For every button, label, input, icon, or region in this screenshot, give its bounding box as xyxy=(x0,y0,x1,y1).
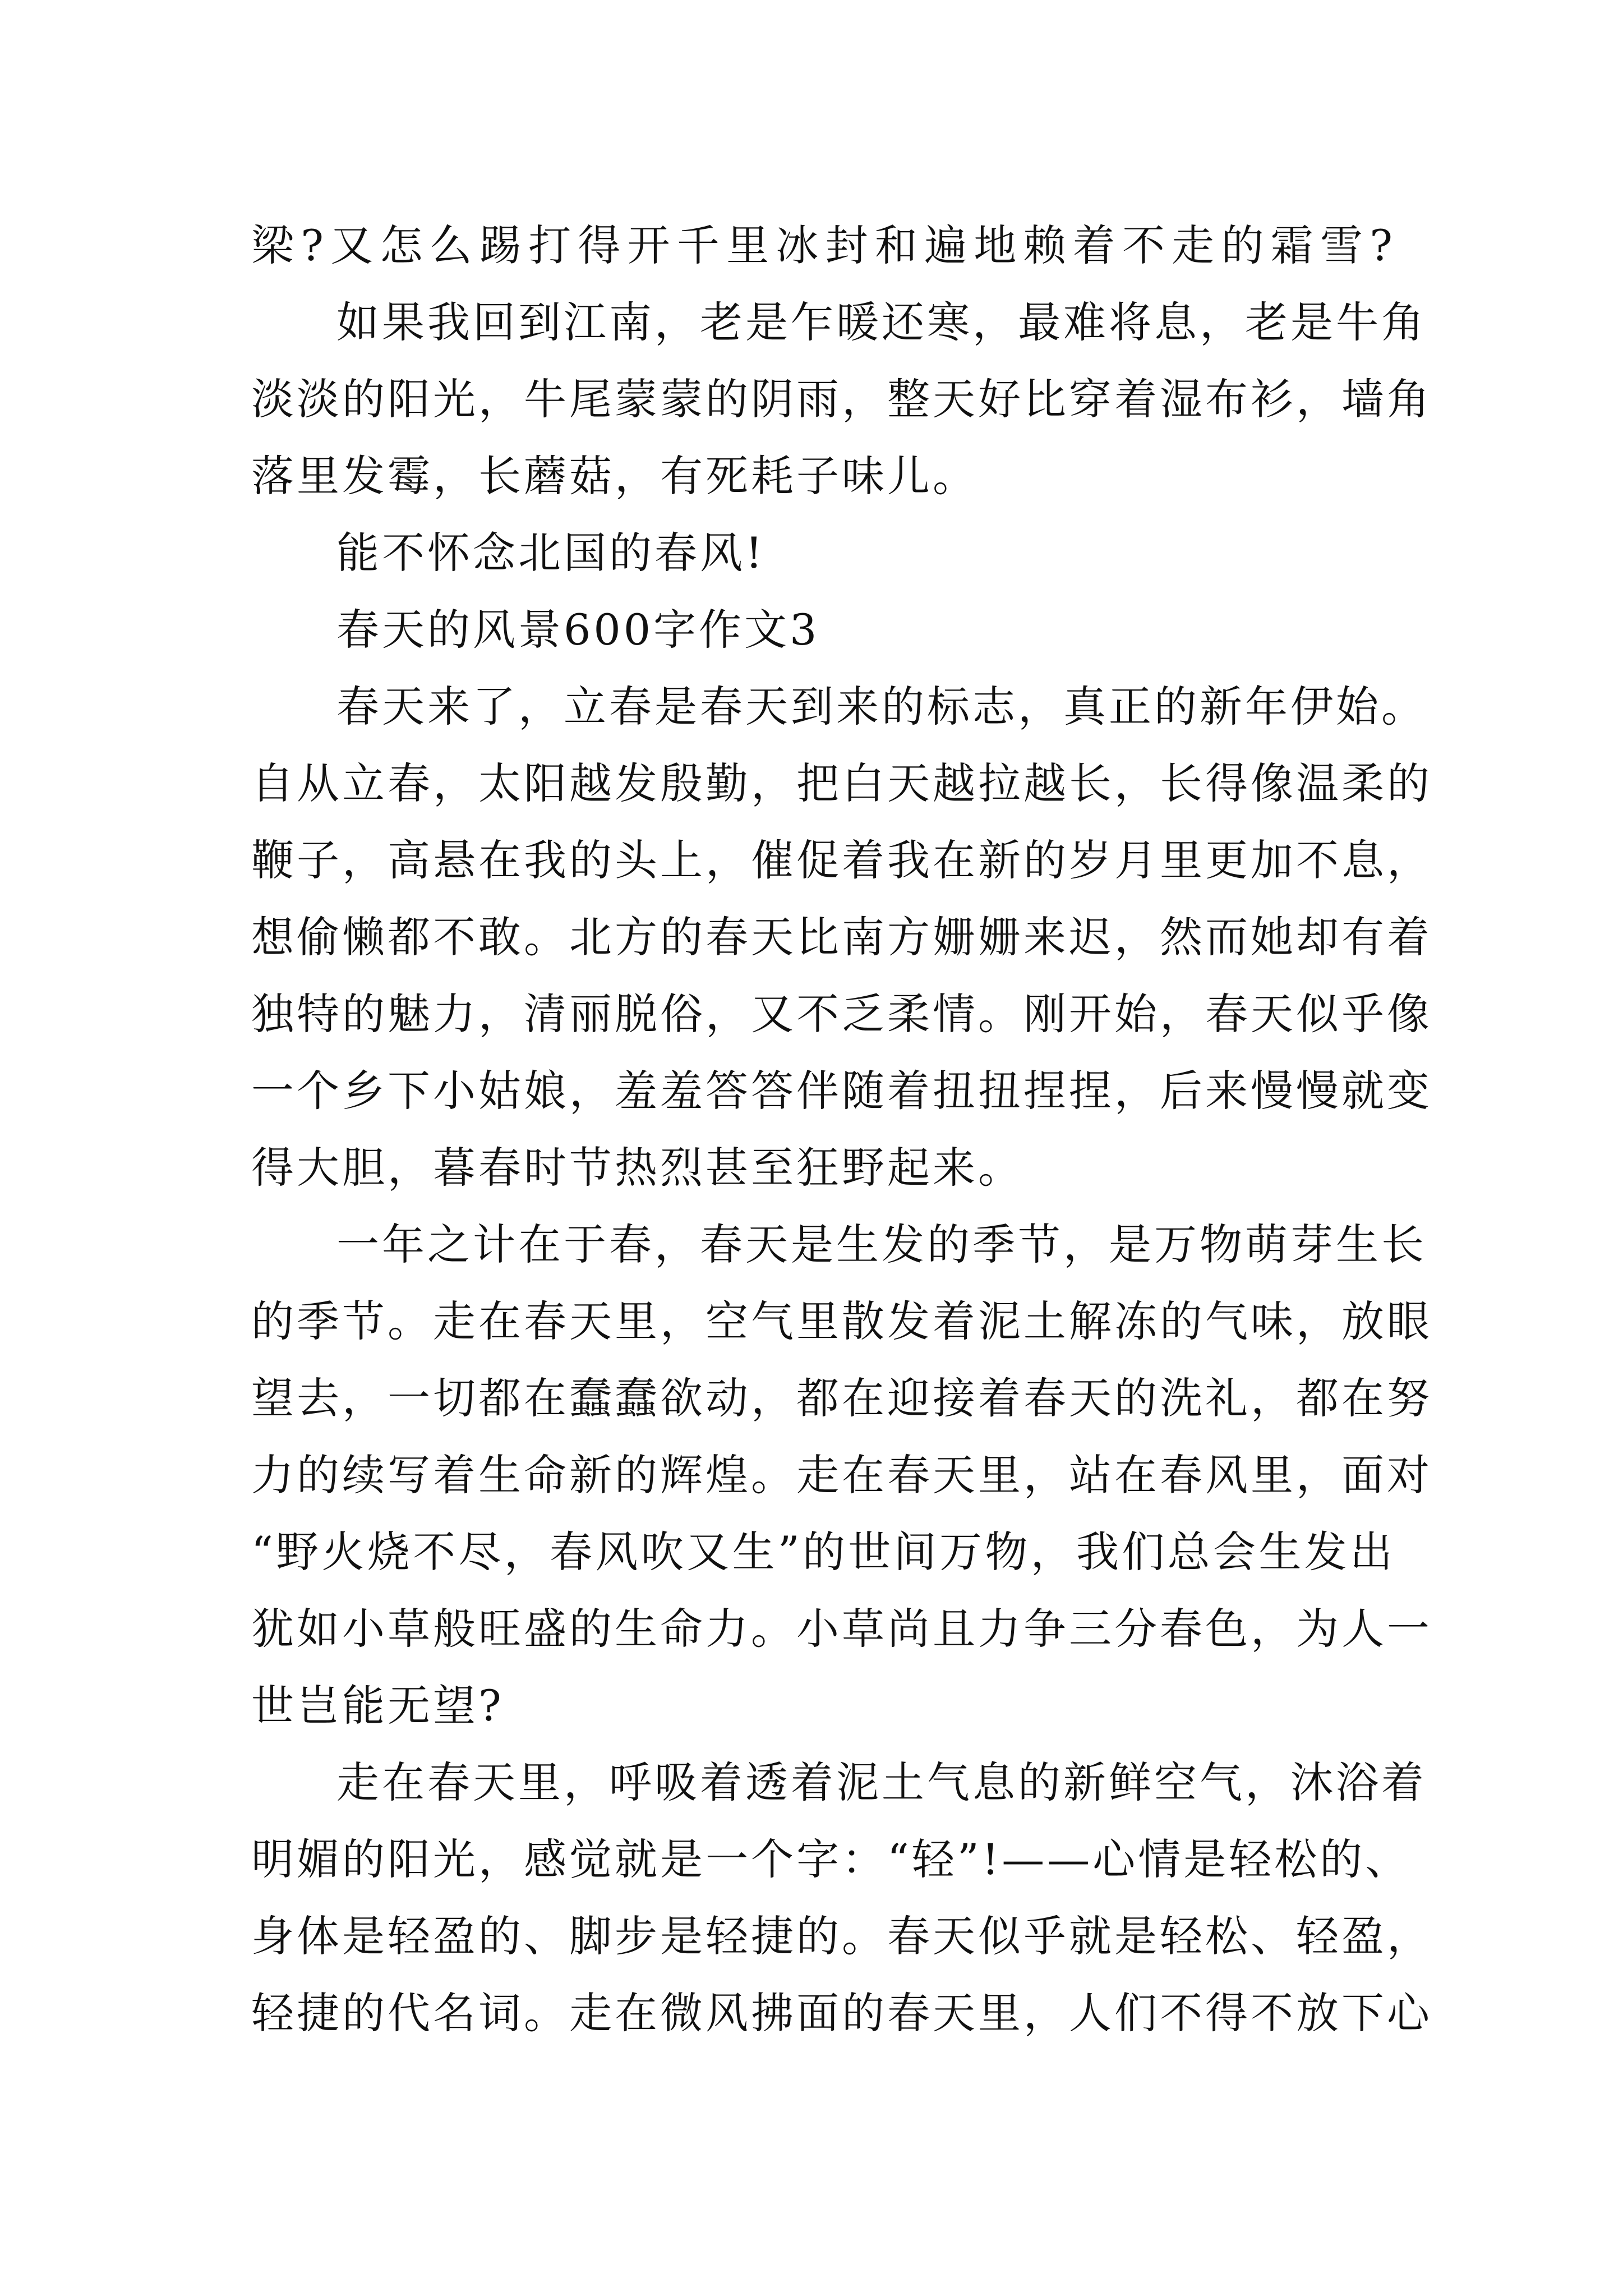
text-line: 一个乡下小姑娘，羞羞答答伴随着扭扭捏捏，后来慢慢就变 xyxy=(251,1066,1432,1116)
text-line: 轻捷的代名词。走在微风拂面的春天里，人们不得不放下心 xyxy=(251,1988,1432,2038)
text-line: 鞭子，高悬在我的头上，催促着我在新的岁月里更加不息， xyxy=(251,835,1432,885)
text-line: 梁?又怎么踢打得开千里冰封和遍地赖着不走的霜雪? xyxy=(251,220,1395,270)
text-line: 犹如小草般旺盛的生命力。小草尚且力争三分春色，为人一 xyxy=(251,1604,1432,1654)
text-line: 自从立春，太阳越发殷勤，把白天越拉越长，长得像温柔的 xyxy=(251,758,1432,808)
text-line: 力的续写着生命新的辉煌。走在春天里，站在春风里，面对 xyxy=(251,1450,1432,1500)
text-line: 淡淡的阳光，牛尾蒙蒙的阴雨，整天好比穿着湿布衫，墙角 xyxy=(251,374,1432,424)
paragraph-start-line: 春天来了，立春是春天到来的标志，真正的新年伊始。 xyxy=(336,682,1427,731)
text-line: 身体是轻盈的、脚步是轻捷的。春天似乎就是轻松、轻盈， xyxy=(251,1911,1432,1961)
text-line: 得大胆，暮春时节热烈甚至狂野起来。 xyxy=(251,1143,1023,1193)
text-line: 独特的魅力，清丽脱俗，又不乏柔情。刚开始，春天似乎像 xyxy=(251,989,1432,1039)
paragraph-start-line: 如果我回到江南，老是乍暖还寒，最难将息，老是牛角 xyxy=(336,297,1427,347)
paragraph-start-line: 走在春天里，呼吸着透着泥土气息的新鲜空气，沐浴着 xyxy=(336,1757,1427,1807)
paragraph-start-line: 能不怀念北国的春风! xyxy=(336,528,766,578)
text-line: 世岂能无望? xyxy=(251,1681,504,1731)
text-line: 明媚的阳光，感觉就是一个字：“轻”!——心情是轻松的、 xyxy=(251,1834,1411,1884)
text-line: 想偷懒都不敢。北方的春天比南方姗姗来迟，然而她却有着 xyxy=(251,912,1432,962)
text-line: “野火烧不尽，春风吹又生”的世间万物，我们总会生发出 xyxy=(251,1527,1395,1577)
text-line: 的季节。走在春天里，空气里散发着泥土解冻的气味，放眼 xyxy=(251,1296,1432,1346)
text-line: 落里发霉，长蘑菇，有死耗子味儿。 xyxy=(251,451,978,501)
paragraph-start-line: 一年之计在于春，春天是生发的季节，是万物萌芽生长 xyxy=(336,1220,1427,1269)
section-title: 春天的风景600字作文3 xyxy=(336,605,820,655)
text-line: 望去，一切都在蠢蠢欲动，都在迎接着春天的洗礼，都在努 xyxy=(251,1373,1432,1423)
